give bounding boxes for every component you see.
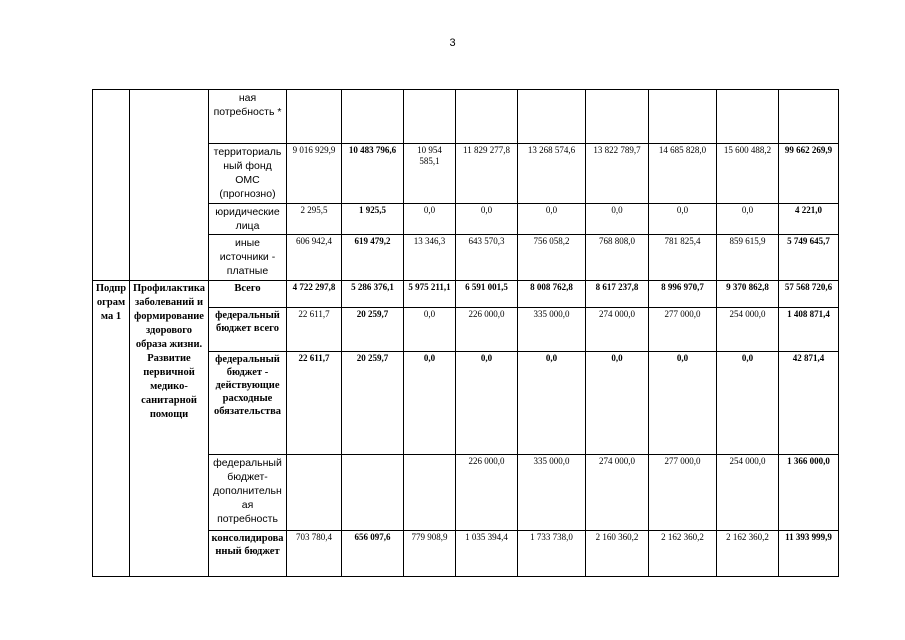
value-cell: 22 611,7 (287, 308, 342, 352)
value-cell (287, 455, 342, 531)
value-cell: 274 000,0 (586, 308, 649, 352)
value-cell: 20 259,7 (342, 352, 404, 455)
value-cell: 13 346,3 (404, 235, 456, 281)
total-cell: 1 366 000,0 (779, 455, 839, 531)
value-cell: 0,0 (518, 352, 586, 455)
value-cell: 859 615,9 (717, 235, 779, 281)
value-cell: 0,0 (586, 352, 649, 455)
subprogram-name: Профилактика заболеваний и формирование здорового образа жизни. Развитие первичной медико-санитарной помощи (130, 281, 209, 577)
value-cell (649, 90, 717, 144)
value-cell: 2 162 360,2 (649, 531, 717, 577)
funding-source: ная потребность * (209, 90, 287, 144)
value-cell: 703 780,4 (287, 531, 342, 577)
value-cell: 10 483 796,6 (342, 144, 404, 204)
value-cell: 15 600 488,2 (717, 144, 779, 204)
value-cell: 277 000,0 (649, 455, 717, 531)
value-cell: 1 035 394,4 (456, 531, 518, 577)
value-cell (456, 90, 518, 144)
value-cell (287, 90, 342, 144)
subprogram-label: Подпрограмма 1 (93, 281, 130, 577)
value-cell: 0,0 (649, 352, 717, 455)
value-cell: 0,0 (717, 204, 779, 235)
value-cell: 335 000,0 (518, 455, 586, 531)
value-cell: 0,0 (404, 204, 456, 235)
value-cell (342, 455, 404, 531)
value-cell (586, 90, 649, 144)
total-cell: 11 393 999,9 (779, 531, 839, 577)
value-cell: 0,0 (456, 204, 518, 235)
value-cell: 254 000,0 (717, 308, 779, 352)
value-cell: 335 000,0 (518, 308, 586, 352)
program-label-cell (93, 90, 130, 281)
total-cell: 99 662 269,9 (779, 144, 839, 204)
value-cell: 0,0 (518, 204, 586, 235)
value-cell: 14 685 828,0 (649, 144, 717, 204)
value-cell: 0,0 (404, 308, 456, 352)
total-cell: 57 568 720,6 (779, 281, 839, 308)
table-row (93, 281, 839, 308)
total-cell: 42 871,4 (779, 352, 839, 455)
value-cell (404, 90, 456, 144)
value-cell: 9 016 929,9 (287, 144, 342, 204)
value-cell: 11 829 277,8 (456, 144, 518, 204)
value-cell: 13 822 789,7 (586, 144, 649, 204)
value-cell (518, 90, 586, 144)
value-cell: 10 954 585,1 (404, 144, 456, 204)
value-cell: 9 370 862,8 (717, 281, 779, 308)
funding-source: федеральный бюджет всего (209, 308, 287, 352)
value-cell: 8 996 970,7 (649, 281, 717, 308)
funding-source: федеральный бюджет - действующие расходные обязательства (209, 352, 287, 455)
page-number: 3 (449, 37, 456, 49)
value-cell: 756 058,2 (518, 235, 586, 281)
total-cell: 1 408 871,4 (779, 308, 839, 352)
funding-source: федеральный бюджет- дополнительная потребность (209, 455, 287, 531)
value-cell (404, 455, 456, 531)
funding-source: консолидированный бюджет (209, 531, 287, 577)
value-cell: 20 259,7 (342, 308, 404, 352)
value-cell: 656 097,6 (342, 531, 404, 577)
value-cell: 1 733 738,0 (518, 531, 586, 577)
funding-source: территориальный фонд ОМС (прогнозно) (209, 144, 287, 204)
value-cell: 8 617 237,8 (586, 281, 649, 308)
value-cell: 277 000,0 (649, 308, 717, 352)
value-cell: 768 808,0 (586, 235, 649, 281)
total-cell (779, 90, 839, 144)
value-cell: 2 295,5 (287, 204, 342, 235)
funding-source: иные источники - платные (209, 235, 287, 281)
total-cell: 4 221,0 (779, 204, 839, 235)
value-cell: 22 611,7 (287, 352, 342, 455)
value-cell: 0,0 (586, 204, 649, 235)
value-cell: 779 908,9 (404, 531, 456, 577)
value-cell: 4 722 297,8 (287, 281, 342, 308)
value-cell: 13 268 574,6 (518, 144, 586, 204)
value-cell: 606 942,4 (287, 235, 342, 281)
value-cell: 619 479,2 (342, 235, 404, 281)
value-cell: 226 000,0 (456, 455, 518, 531)
value-cell: 0,0 (404, 352, 456, 455)
value-cell: 5 975 211,1 (404, 281, 456, 308)
value-cell: 254 000,0 (717, 455, 779, 531)
value-cell (717, 90, 779, 144)
value-cell: 6 591 001,5 (456, 281, 518, 308)
value-cell: 226 000,0 (456, 308, 518, 352)
funding-source: юридические лица (209, 204, 287, 235)
value-cell: 5 286 376,1 (342, 281, 404, 308)
value-cell: 781 825,4 (649, 235, 717, 281)
value-cell: 0,0 (649, 204, 717, 235)
budget-table (92, 89, 839, 577)
funding-source: Всего (209, 281, 287, 308)
value-cell: 643 570,3 (456, 235, 518, 281)
value-cell: 0,0 (456, 352, 518, 455)
total-cell: 5 749 645,7 (779, 235, 839, 281)
value-cell: 0,0 (717, 352, 779, 455)
value-cell: 2 160 360,2 (586, 531, 649, 577)
value-cell: 8 008 762,8 (518, 281, 586, 308)
value-cell (342, 90, 404, 144)
program-name-cell (130, 90, 209, 281)
table-row (93, 90, 839, 144)
value-cell: 274 000,0 (586, 455, 649, 531)
value-cell: 1 925,5 (342, 204, 404, 235)
value-cell: 2 162 360,2 (717, 531, 779, 577)
